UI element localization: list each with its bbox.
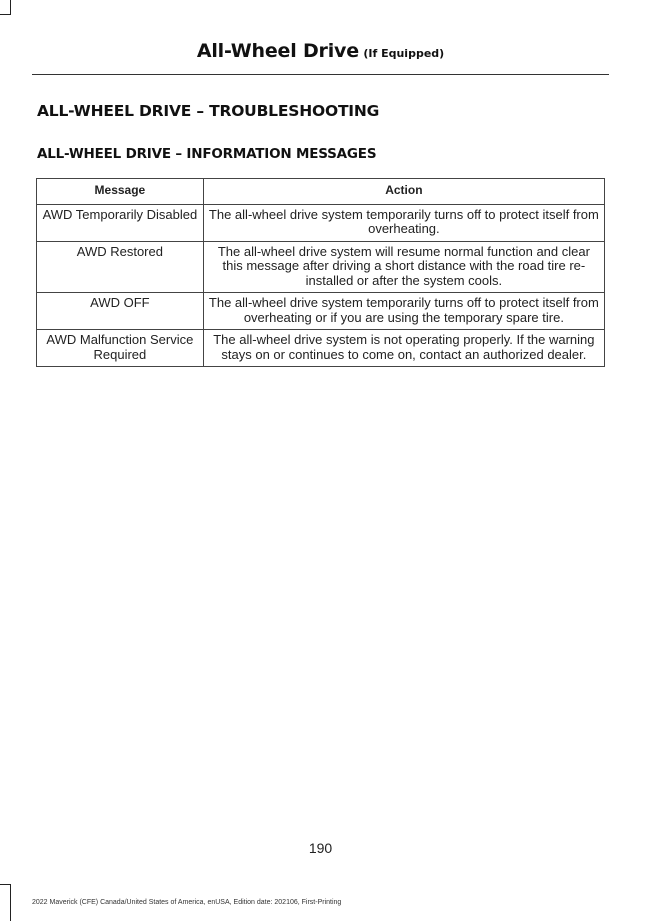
column-header-action: Action [203, 179, 604, 205]
message-cell: AWD Temporarily Disabled [37, 204, 204, 241]
table-row [37, 204, 605, 241]
message-cell: AWD Restored [37, 241, 204, 293]
crop-mark-top-horizontal [0, 14, 11, 15]
header-divider [32, 74, 609, 75]
message-cell: AWD Malfunction Service Required [37, 330, 204, 367]
table-row [37, 241, 605, 293]
crop-mark-top-vertical [10, 0, 11, 14]
information-messages-table [36, 178, 605, 367]
column-header-message: Message [37, 179, 204, 205]
section-title: ALL-WHEEL DRIVE – TROUBLESHOOTING [37, 102, 380, 120]
crop-mark-bottom-vertical [10, 884, 11, 921]
footer-edition-info: 2022 Maverick (CFE) Canada/United States of America, enUSA, Edition date: 202106, First-Printing [32, 899, 342, 906]
action-cell: The all-wheel drive system is not operating properly. If the warning stays on or continues to come on, contact an authorized dealer. [203, 330, 604, 367]
message-cell: AWD OFF [37, 293, 204, 330]
subsection-title: ALL-WHEEL DRIVE – INFORMATION MESSAGES [37, 146, 377, 162]
action-cell: The all-wheel drive system temporarily turns off to protect itself from overheating. [203, 204, 604, 241]
page-number: 190 [308, 840, 333, 856]
crop-mark-bottom-horizontal [0, 884, 11, 885]
table-header-row [37, 179, 605, 205]
action-cell: The all-wheel drive system will resume normal function and clear this message after driving a short distance with the road tire re-installed or after the system cools. [203, 241, 604, 293]
action-cell: The all-wheel drive system temporarily turns off to protect itself from overheating or if you are using the temporary spare tire. [203, 293, 604, 330]
table-row [37, 293, 605, 330]
page-header-title: All-Wheel Drive [196, 40, 359, 62]
table-row [37, 330, 605, 367]
page-header [32, 40, 609, 62]
page-header-subtitle: (If Equipped) [363, 47, 445, 60]
